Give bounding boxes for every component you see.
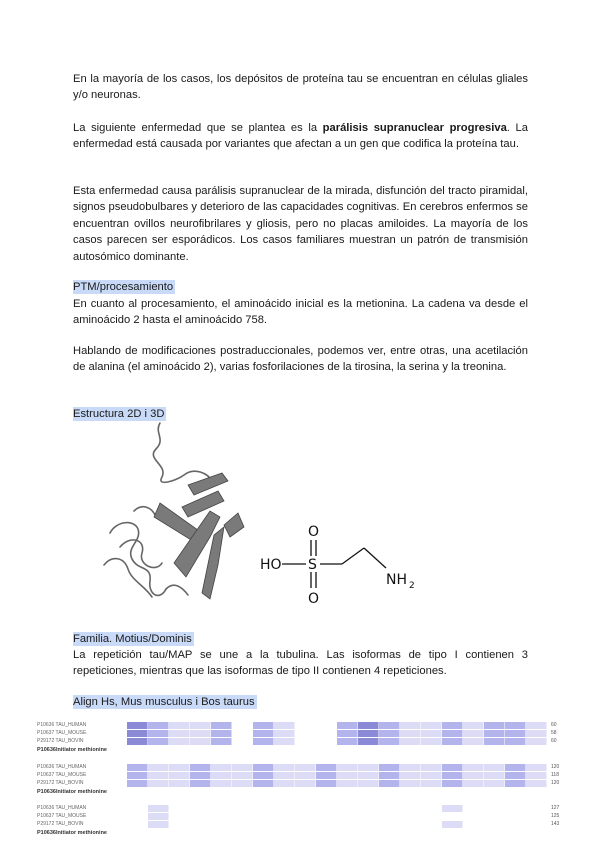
residue-shading [232,772,253,779]
residue-shading [148,813,169,820]
residue-shading [484,764,505,771]
residue-shading [442,738,463,745]
residue-shading [211,764,232,771]
residue-shading [358,764,379,771]
residue-shading [211,772,232,779]
residue-shading [127,764,148,771]
alignment-block-1 [37,722,567,753]
residue-shading [127,780,148,787]
row-label: P10637 TAU_MOUSE [37,813,87,819]
alignment-row [37,821,567,829]
residue-shading [379,730,400,737]
sequence-cells [127,780,547,787]
residue-shading [253,772,274,779]
paragraph-ptm: Hablando de modificaciones postraduccionales, podemos ver, entre otras, una acetilación de alanina (el aminoácido 2), varias fosforilaciones de la tirosina, la serina y la treonina. [73,345,528,374]
row-label: P29172 TAU_BOVIN [37,780,84,786]
residue-shading [421,764,442,771]
row-end: 120 [551,780,560,786]
row-label: P10637 TAU_MOUSE [37,730,87,736]
residue-shading [148,764,169,771]
residue-shading [169,730,190,737]
residue-shading [316,764,337,771]
residue-shading [253,738,274,745]
paragraph-family: La repetición tau/MAP se une a la tubulina. Las isoformas de tipo I contienen 3 repeticiones, mientras que las isoformas de tipo II contienen 4 repeticiones. [73,649,528,678]
label-o-top: O [308,524,320,540]
residue-shading [400,730,421,737]
residue-shading [253,764,274,771]
residue-shading [421,730,442,737]
residue-shading [400,722,421,729]
row-label: P10636 TAU_HUMAN [37,764,87,770]
residue-shading [232,780,253,787]
residue-shading [379,780,400,787]
residue-shading [274,738,295,745]
residue-shading [505,730,526,737]
residue-shading [337,780,358,787]
heading-ptm: PTM/procesamiento [73,281,174,293]
residue-shading [169,780,190,787]
row-end: 60 [551,722,557,728]
block-title: P10636Initiator methionine [37,789,107,795]
residue-shading [526,764,547,771]
row-end: 58 [551,730,557,736]
residue-shading [358,730,379,737]
residue-shading [274,772,295,779]
label-s: S [308,557,317,573]
residue-shading [484,722,505,729]
sequence-cells [127,738,547,745]
residue-shading [274,730,295,737]
residue-shading [127,738,148,745]
residue-shading [463,730,484,737]
residue-shading [421,772,442,779]
block-title: P10636Initiator methionine [37,830,107,836]
residue-shading [358,780,379,787]
label-nh: NH [386,572,407,588]
residue-shading [463,772,484,779]
residue-shading [400,780,421,787]
heading-family: Familia. Motius/Dominis [73,633,192,645]
row-label: P10636 TAU_HUMAN [37,805,87,811]
text-run: La siguiente enfermedad que se plantea es la [73,122,323,134]
residue-shading [421,780,442,787]
residue-shading [274,780,295,787]
residue-shading [526,772,547,779]
row-end: 127 [551,805,560,811]
residue-shading [484,780,505,787]
residue-shading [379,738,400,745]
residue-shading [463,722,484,729]
residue-shading [169,738,190,745]
residue-shading [421,722,442,729]
residue-shading [274,764,295,771]
residue-shading [505,772,526,779]
row-label: P29172 TAU_BOVIN [37,738,84,744]
alignment-row [37,722,567,730]
alignment-block-3 [37,805,567,836]
residue-shading [442,730,463,737]
residue-shading [295,772,316,779]
residue-shading [274,722,295,729]
residue-shading [442,805,463,812]
sequence-cells [127,722,547,729]
residue-shading [211,730,232,737]
residue-shading [358,722,379,729]
alignment-block-2 [37,764,567,795]
residue-shading [463,780,484,787]
sequence-cells [127,813,547,820]
residue-shading [190,730,211,737]
residue-shading [484,772,505,779]
residue-shading [358,738,379,745]
row-end: 60 [551,738,557,744]
residue-shading [190,722,211,729]
residue-shading [337,738,358,745]
alignment-row [37,772,567,780]
alignment-row [37,764,567,772]
residue-shading [148,772,169,779]
row-label: P10636 TAU_HUMAN [37,722,87,728]
residue-shading [190,738,211,745]
residue-shading [442,780,463,787]
residue-shading [526,730,547,737]
row-end: 143 [551,821,560,827]
paragraph-processing: En cuanto al procesamiento, el aminoácido inicial es la metionina. La cadena va desde el aminoácido 2 hasta el aminoácido 758. [73,298,528,327]
residue-shading [358,772,379,779]
residue-shading [169,764,190,771]
paragraph-disease [73,120,528,153]
residue-shading [127,722,148,729]
sequence-cells [127,772,547,779]
residue-shading [442,764,463,771]
row-end: 118 [551,772,559,778]
label-o-bottom: O [308,591,320,607]
residue-shading [442,722,463,729]
residue-shading [379,772,400,779]
residue-shading [505,764,526,771]
residue-shading [484,738,505,745]
alignment-row [37,780,567,788]
residue-shading [253,722,274,729]
sequence-cells [127,821,547,828]
residue-shading [337,722,358,729]
residue-shading [295,764,316,771]
disease-name: parálisis supranuclear progresiva [322,122,507,134]
alignment-row [37,738,567,746]
residue-shading [127,772,148,779]
residue-shading [400,738,421,745]
residue-shading [190,764,211,771]
heading-structure: Estructura 2D i 3D [73,408,165,420]
residue-shading [526,780,547,787]
row-end: 125 [551,813,560,819]
alignment-row [37,730,567,738]
residue-shading [505,722,526,729]
heading-align: Align Hs, Mus musculus i Bos taurus [73,696,255,708]
residue-shading [316,772,337,779]
block-title: P10636Initiator methionine [37,747,107,753]
label-subscript: 2 [409,581,415,591]
residue-shading [169,722,190,729]
row-label: P10637 TAU_MOUSE [37,772,87,778]
residue-shading [148,722,169,729]
residue-shading [148,738,169,745]
residue-shading [295,780,316,787]
residue-shading [379,764,400,771]
residue-shading [190,772,211,779]
text-run: . La enfermedad está causada por variantes que afectan a un gen que codifica la proteína tau. [73,122,528,151]
residue-shading [400,772,421,779]
residue-shading [316,780,337,787]
residue-shading [337,730,358,737]
residue-shading [337,772,358,779]
label-ho: HO [260,557,282,573]
residue-shading [400,764,421,771]
residue-shading [148,730,169,737]
residue-shading [190,780,211,787]
residue-shading [463,738,484,745]
residue-shading [211,780,232,787]
residue-shading [442,772,463,779]
residue-shading [232,764,253,771]
paragraph-tau-deposits: En la mayoría de los casos, los depósitos de proteína tau se encuentran en células gliales y/o neuronas. [73,73,528,102]
alignment-row [37,805,567,813]
residue-shading [148,780,169,787]
residue-shading [148,805,169,812]
residue-shading [379,722,400,729]
residue-shading [148,821,169,828]
residue-shading [211,722,232,729]
protein-structure-image [90,415,260,610]
residue-shading [169,772,190,779]
paragraph-symptoms: Esta enfermedad causa parálisis supranuclear de la mirada, disfunción del tracto piramidal, signos pseudobulbares y deterioro de las capacidades cognitivas. En cerebros enfermos se encuentran ovillos neurofibrilares y gliosis, pero no placas amiloides. La mayoría de los casos parecen ser esporádicos. Los casos familiares muestran un patrón de transmisión autosómico dominante. [73,185,528,263]
residue-shading [253,730,274,737]
residue-shading [526,738,547,745]
residue-shading [442,821,463,828]
residue-shading [337,764,358,771]
sequence-cells [127,805,547,812]
chemical-structure-image [258,512,418,612]
residue-shading [526,722,547,729]
residue-shading [484,730,505,737]
residue-shading [463,764,484,771]
residue-shading [421,738,442,745]
sequence-cells [127,730,547,737]
alignment-row [37,813,567,821]
residue-shading [505,780,526,787]
residue-shading [127,730,148,737]
row-label: P29172 TAU_BOVIN [37,821,84,827]
residue-shading [211,738,232,745]
residue-shading [505,738,526,745]
residue-shading [253,780,274,787]
row-end: 120 [551,764,560,770]
sequence-cells [127,764,547,771]
